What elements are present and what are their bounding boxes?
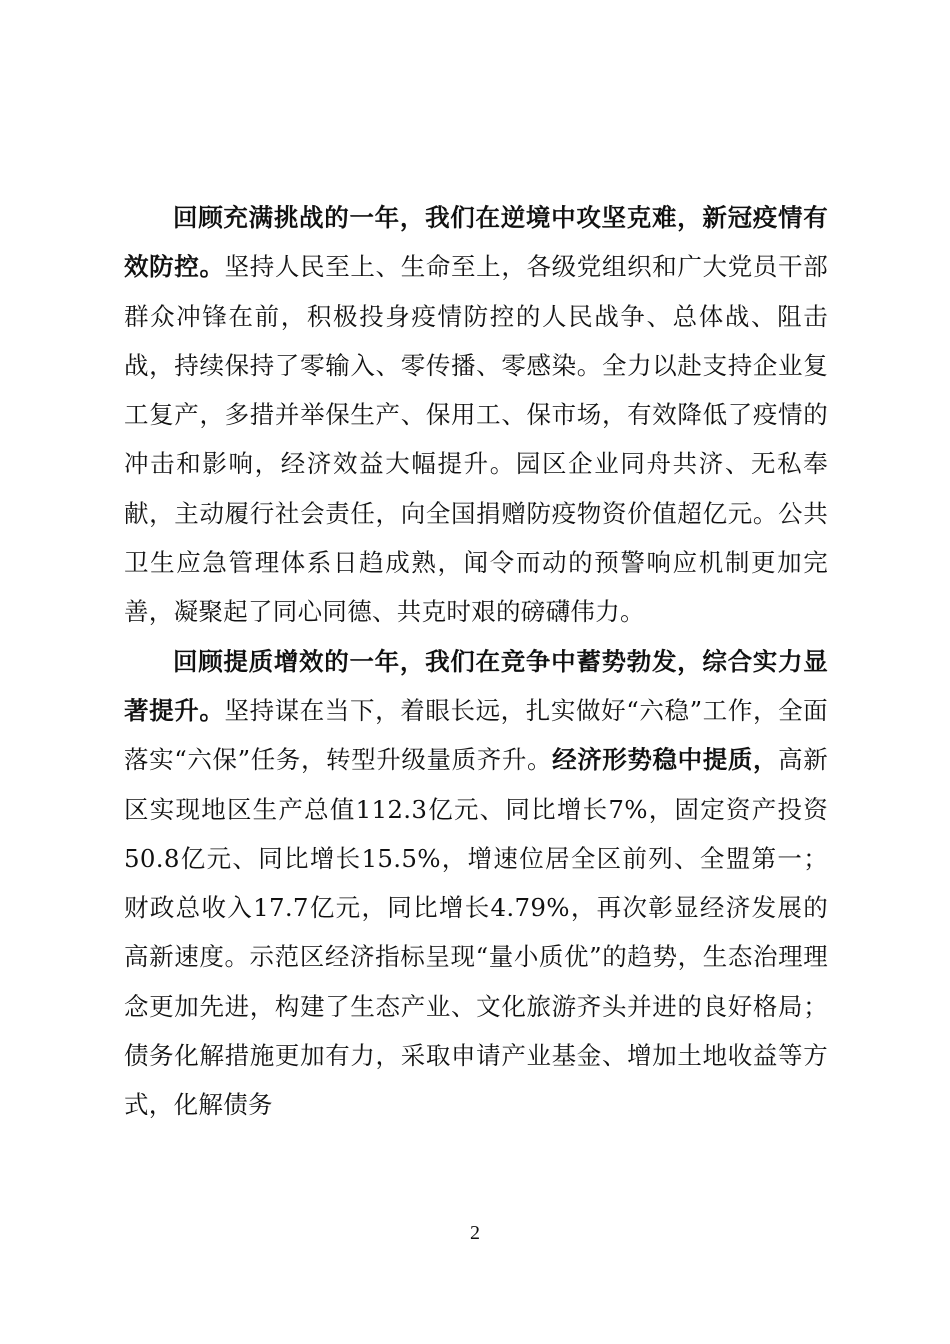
- document-body: [124, 193, 828, 1130]
- paragraph-text: 坚持谋在当下，着眼长远，扎实做好“六稳”工作，全面落实“六保”任务，转型升级量质齐升。: [124, 695, 828, 775]
- paragraph-heading: 回顾提质增效的一年，我们在竞争中蓄势勃发，综合实力显著提升。: [124, 646, 828, 725]
- paragraph-subheading: 经济形势稳中提质，: [552, 745, 779, 775]
- paragraph-text: 坚持人民至上、生命至上，各级党组织和广大党员干部群众冲锋在前，积极投身疫情防控的人民战争、总体战、阻击战，持续保持了零输入、零传播、零感染。全力以赴支持企业复工复产，多措并举保生产、保用工、保市场，有效降低了疫情的冲击和影响，经济效益大幅提升。园区企业同舟共济、无私奉献，主动履行社会责任，向全国捐赠防疫物资价值超亿元。公共卫生应急管理体系日趋成熟，闻令而动的预警响应机制更加完善，凝聚起了同心同德、共克时艰的磅礴伟力。: [124, 252, 828, 627]
- paragraph-heading: 回顾充满挑战的一年，我们在逆境中攻坚克难，新冠疫情有效防控。: [124, 203, 828, 282]
- page-number: 2: [470, 1222, 480, 1244]
- paragraph-epidemic-control: [124, 193, 828, 637]
- paragraph-quality-efficiency: [124, 637, 828, 1130]
- paragraph-text: 高新区实现地区生产总值112.3亿元、同比增长7%，固定资产投资50.8亿元、同比增长15.5%，增速位居全区前列、全盟第一；财政总收入17.7亿元，同比增长4.79%，再次彰显经济发展的高新速度。示范区经济指标呈现“量小质优”的趋势，生态治理理念更加先进，构建了生态产业、文化旅游齐头并进的良好格局；债务化解措施更加有力，采取申请产业基金、增加土地收益等方式，化解债务: [124, 745, 829, 1120]
